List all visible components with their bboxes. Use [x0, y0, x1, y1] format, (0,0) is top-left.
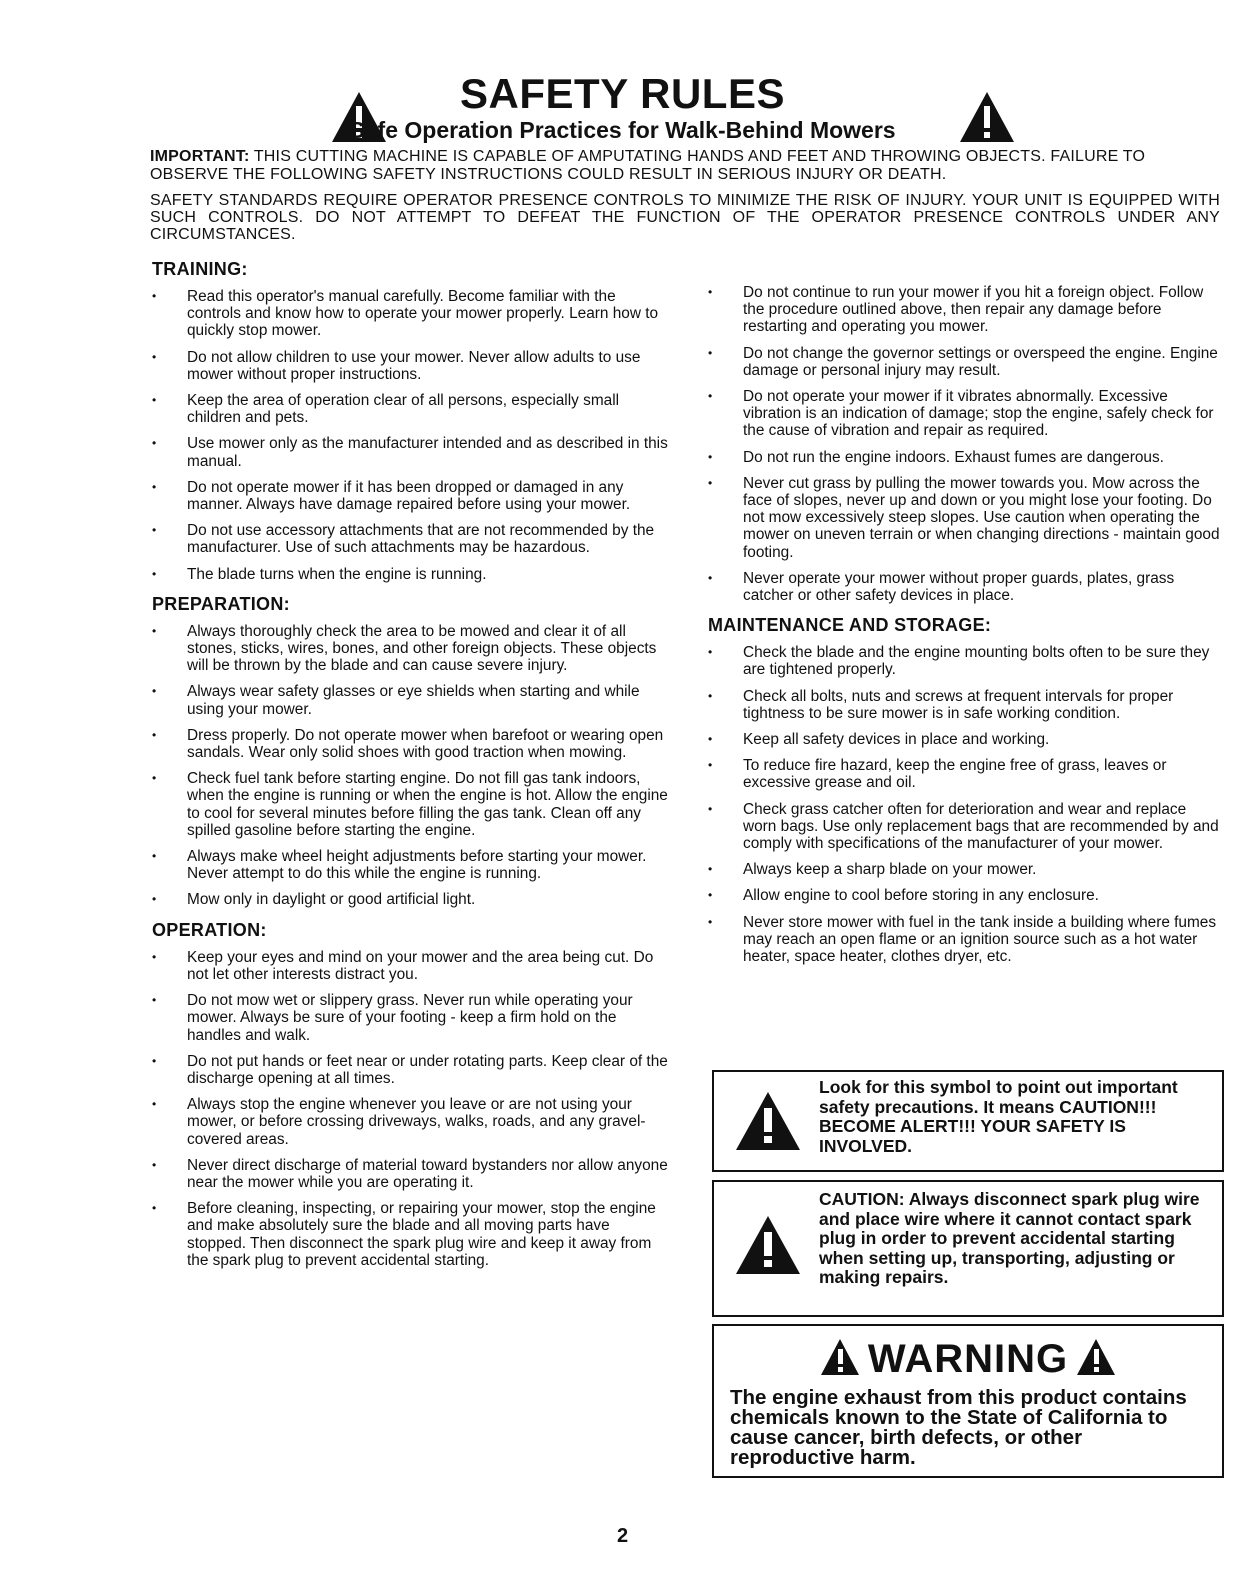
list-item: • Check the blade and the engine mounting bolts often to be sure they are tightened properly.: [708, 644, 1223, 678]
list-item: • Check all bolts, nuts and screws at frequent intervals for proper tightness to be sure mower is in safe working condition.: [708, 688, 1223, 722]
alert-triangle-icon: [734, 1090, 802, 1157]
list-item: • Dress properly. Do not operate mower when barefoot or wearing open sandals. Wear only solid shoes with good traction when mowing.: [152, 727, 672, 761]
caution-text: CAUTION: Always disconnect spark plug wire and place wire where it cannot contact spark plug in order to prevent accidental starting when setting up, transporting, adjusting or making repairs.: [819, 1189, 1200, 1287]
list-item: • Check fuel tank before starting engine. Do not fill gas tank indoors, when the engine is running or when the engine is hot. Allow the engine to cool for several minutes before filling the gas tank. Clean off any spilled gasoline before starting the engine.: [152, 770, 672, 839]
list-item: • Never operate your mower without proper guards, plates, grass catcher or other safety devices in place.: [708, 570, 1223, 604]
list-item: • Never cut grass by pulling the mower towards you. Mow across the face of slopes, never up and down or you might lose your footing. Do not mow excessively steep slopes. Use caution when operating the mower on uneven terrain or when changing directions - maintain good footing.: [708, 475, 1223, 561]
list-item: • Read this operator's manual carefully. Become familiar with the controls and know how to operate your mower properly. Learn how to quickly stop mower.: [152, 288, 672, 340]
training-list: [152, 288, 672, 583]
page-number: 2: [616, 1525, 629, 1547]
list-item: • Before cleaning, inspecting, or repairing your mower, stop the engine and make absolutely sure the blade and all moving parts have stopped. Then disconnect the spark plug wire and keep it away from the spark plug to prevent accidental starting.: [152, 1200, 672, 1269]
preparation-heading: PREPARATION:: [152, 593, 290, 614]
safety-symbol-text: Look for this symbol to point out important safety precautions. It means CAUTION!!! BECOME ALERT!!! YOUR SAFETY IS INVOLVED.: [819, 1077, 1178, 1156]
list-item: • The blade turns when the engine is running.: [152, 566, 672, 583]
safety-standards-notice: SAFETY STANDARDS REQUIRE OPERATOR PRESENCE CONTROLS TO MINIMIZE THE RISK OF INJURY. YOUR UNIT IS EQUIPPED WITH SUCH CONTROLS. DO NOT ATTEMPT TO DEFEAT THE FUNCTION OF THE OPERATOR PRESENCE CONTROLS UNDER ANY CIRCUMSTANCES.: [150, 192, 1220, 243]
list-item: • Allow engine to cool before storing in any enclosure.: [708, 887, 1223, 904]
alert-triangle-icon: [1076, 1338, 1116, 1386]
list-item: • Do not change the governor settings or overspeed the engine. Engine damage or personal injury may result.: [708, 345, 1223, 379]
operation-continued-list: [708, 284, 1223, 604]
preparation-list: [152, 623, 672, 909]
list-item: • Mow only in daylight or good artificial light.: [152, 891, 672, 908]
right-column: [708, 284, 1223, 975]
list-item: • Do not put hands or feet near or under rotating parts. Keep clear of the discharge opening at all times.: [152, 1053, 672, 1087]
list-item: • Use mower only as the manufacturer intended and as described in this manual.: [152, 435, 672, 469]
safety-symbol-box: [712, 1070, 1224, 1172]
maintenance-list: [708, 644, 1223, 965]
list-item: • Always stop the engine whenever you leave or are not using your mower, or before crossing driveways, walks, roads, and any gravel-covered areas.: [152, 1096, 672, 1148]
list-item: • Do not allow children to use your mower. Never allow adults to use mower without proper instructions.: [152, 349, 672, 383]
list-item: • Keep all safety devices in place and working.: [708, 731, 1223, 748]
alert-triangle-icon: [820, 1338, 860, 1386]
caution-box: [712, 1180, 1224, 1317]
list-item: • Always keep a sharp blade on your mower.: [708, 861, 1223, 878]
list-item: • Never direct discharge of material toward bystanders nor allow anyone near the mower while you are operating it.: [152, 1157, 672, 1191]
maintenance-heading: MAINTENANCE AND STORAGE:: [708, 615, 992, 636]
list-item: • Keep your eyes and mind on your mower and the area being cut. Do not let other interests distract you.: [152, 949, 672, 983]
operation-heading: OPERATION:: [152, 919, 267, 940]
important-text: THIS CUTTING MACHINE IS CAPABLE OF AMPUTATING HANDS AND FEET AND THROWING OBJECTS. FAILURE TO OBSERVE THE FOLLOWING SAFETY INSTRUCTIONS COULD RESULT IN SERIOUS INJURY OR DEATH.: [150, 148, 1146, 183]
warning-text: The engine exhaust from this product contains chemicals known to the State of California to cause cancer, birth defects, or other reproductive harm.: [730, 1386, 1187, 1469]
important-label: IMPORTANT:: [150, 148, 250, 165]
left-column: [152, 258, 672, 1279]
page-title: SAFETY RULES: [460, 70, 785, 117]
list-item: • Do not operate your mower if it vibrates abnormally. Excessive vibration is an indication of damage; stop the engine, safely check for the cause of vibration and repair as required.: [708, 388, 1223, 440]
list-item: • Do not run the engine indoors. Exhaust fumes are dangerous.: [708, 449, 1223, 466]
list-item: • Do not operate mower if it has been dropped or damaged in any manner. Always have damage repaired before using your mower.: [152, 479, 672, 513]
list-item: • Always wear safety glasses or eye shields when starting and while using your mower.: [152, 683, 672, 717]
list-item: • Never store mower with fuel in the tank inside a building where fumes may reach an open flame or an ignition source such as a hot water heater, space heater, clothes dryer, etc.: [708, 914, 1223, 966]
list-item: • Keep the area of operation clear of all persons, especially small children and pets.: [152, 392, 672, 426]
page-subtitle: Safe Operation Practices for Walk-Behind Mowers: [349, 117, 896, 143]
list-item: • Check grass catcher often for deterioration and wear and replace worn bags. Use only replacement bags that are recommended by and comply with specifications of the manufacturer of your mower.: [708, 801, 1223, 853]
operation-list: [152, 949, 672, 1269]
list-item: • Do not use accessory attachments that are not recommended by the manufacturer. Use of such attachments may be hazardous.: [152, 522, 672, 556]
warning-title-row: [714, 1336, 1222, 1386]
list-item: • Always thoroughly check the area to be mowed and clear it of all stones, sticks, wires, bones, and other foreign objects. These objects will be thrown by the blade and can cause severe injury.: [152, 623, 672, 675]
list-item: • Do not continue to run your mower if you hit a foreign object. Follow the procedure outlined above, then repair any damage before restarting and operating you mower.: [708, 284, 1223, 336]
warning-title: WARNING: [867, 1337, 1069, 1381]
list-item: • Always make wheel height adjustments before starting your mower. Never attempt to do this while the engine is running.: [152, 848, 672, 882]
important-notice: [150, 148, 1220, 184]
warning-box: [712, 1324, 1224, 1478]
alert-triangle-icon: [734, 1214, 802, 1281]
training-heading: TRAINING:: [152, 259, 248, 279]
list-item: • To reduce fire hazard, keep the engine free of grass, leaves or excessive grease and oil.: [708, 757, 1223, 791]
list-item: • Do not mow wet or slippery grass. Never run while operating your mower. Always be sure of your footing - keep a firm hold on the handles and walk.: [152, 992, 672, 1044]
